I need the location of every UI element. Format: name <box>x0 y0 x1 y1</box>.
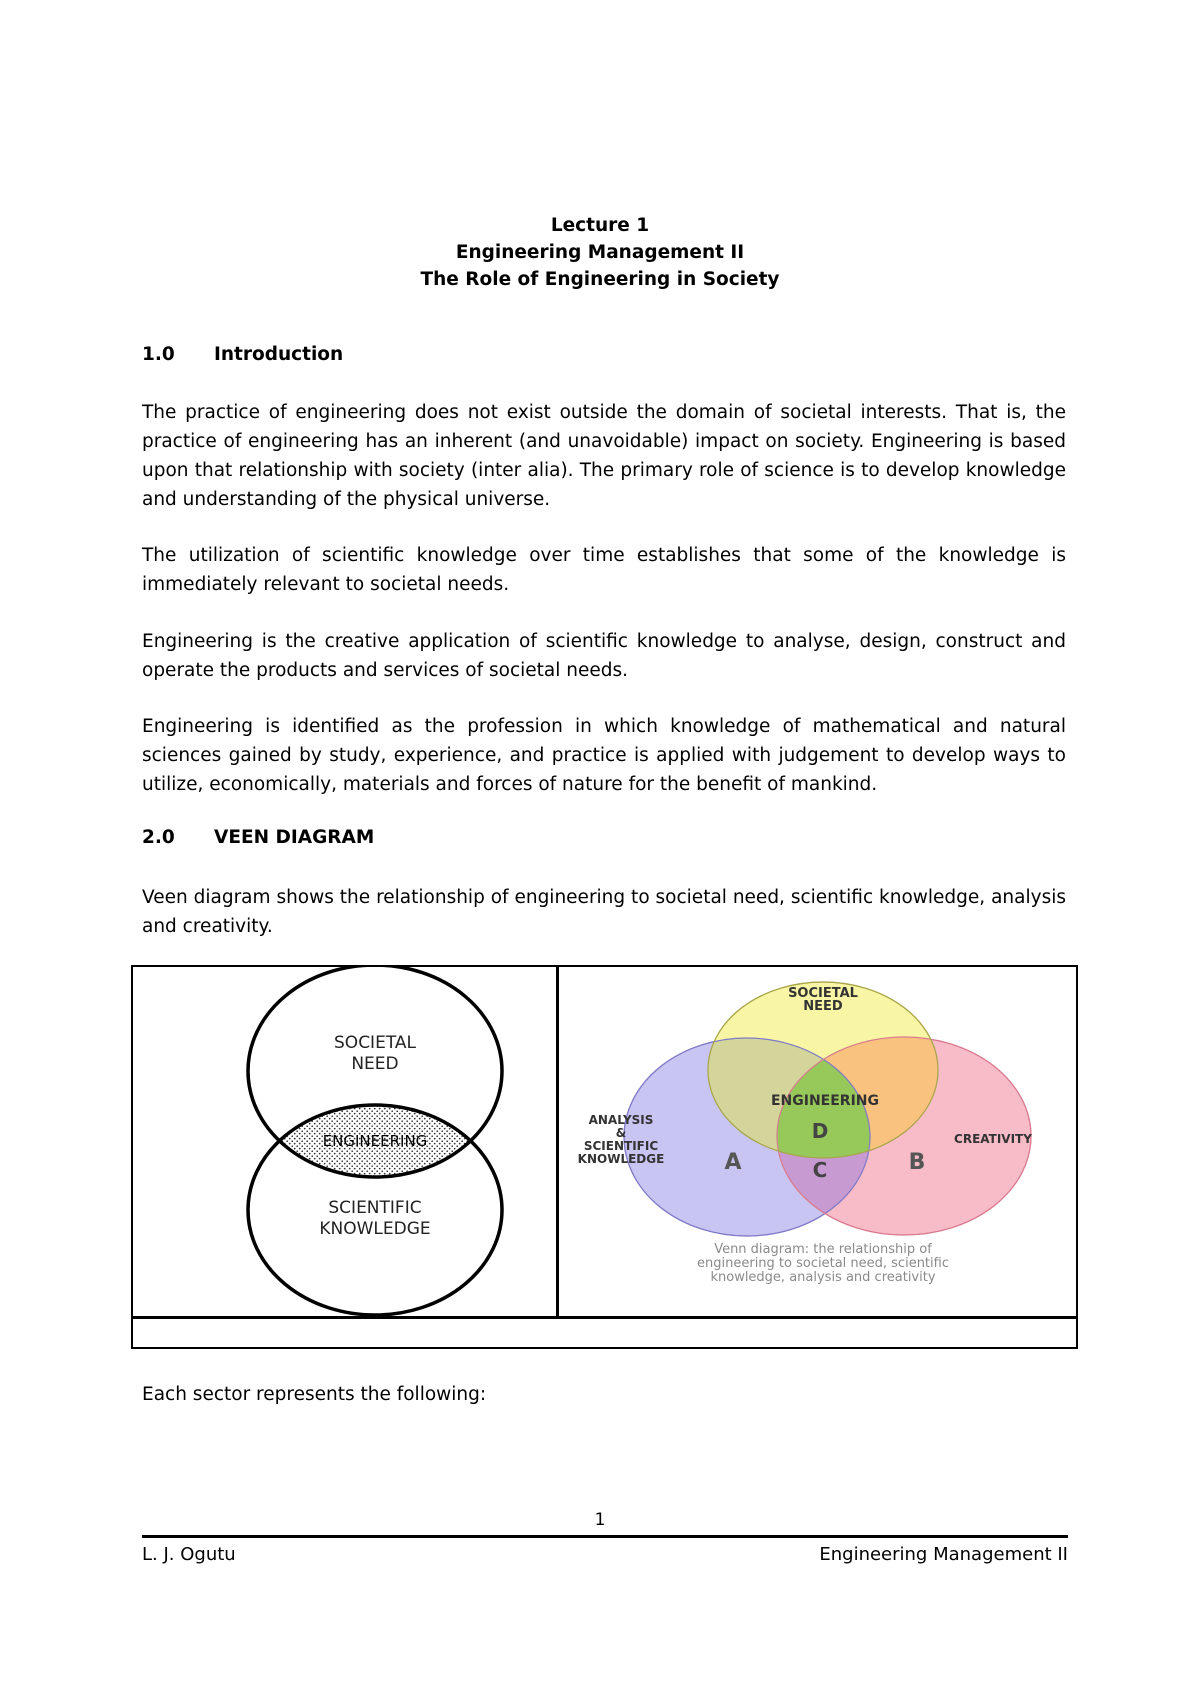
venn-intro-paragraph: Veen diagram shows the relationship of engineering to societal need, scientific knowledge, analysis and creativity. <box>142 887 1066 937</box>
engineering-center-label: ENGINEERING <box>770 1093 880 1109</box>
venn-caption-3: knowledge, analysis and creativity <box>710 1270 936 1285</box>
scientific-knowledge-label-2: KNOWLEDGE <box>319 1219 431 1239</box>
region-a-label: A <box>724 1150 742 1175</box>
course-title: Engineering Management II <box>455 242 745 263</box>
analysis-label-3: SCIENTIFIC <box>583 1139 659 1153</box>
analysis-label-4: KNOWLEDGE <box>577 1152 665 1166</box>
footer-author: L. J. Ogutu <box>142 1544 236 1565</box>
venn-caption-1: Venn diagram: the relationship of <box>714 1242 932 1257</box>
sectors-intro: Each sector represents the following: <box>142 1384 487 1405</box>
section-2-heading <box>142 827 374 848</box>
creativity-label: CREATIVITY <box>954 1132 1032 1146</box>
footer-course: Engineering Management II <box>819 1544 1068 1565</box>
footer-rule <box>142 1535 1068 1538</box>
two-circle-venn-diagram <box>131 965 556 1317</box>
venn-caption-2: engineering to societal need, scientific <box>697 1256 949 1271</box>
intro-paragraph-3: Engineering is the creative application of scientific knowledge to analyse, design, construct and operate the products and services of societal needs. <box>142 631 1066 681</box>
three-circle-venn-diagram <box>559 967 1076 1315</box>
section-2-title: VEEN DIAGRAM <box>214 827 375 848</box>
intro-paragraph-1: The practice of engineering does not exist outside the domain of societal interests. That is, the practice of engineering has an inherent (and unavoidable) impact on society. Engineering is based upon that relationship with society (inter alia). The primary role of science is to develop knowledge and understanding of the physical universe. <box>142 402 1066 510</box>
section-1-number: 1.0 <box>142 344 175 365</box>
lecture-title: The Role of Engineering in Society <box>420 269 780 290</box>
page-number: 1 <box>594 1510 606 1530</box>
societal-need-title-1: SOCIETAL <box>788 986 858 1001</box>
document-title-block <box>0 212 1200 293</box>
analysis-label-1: ANALYSIS <box>588 1113 654 1127</box>
region-c-label: C <box>812 1158 828 1182</box>
societal-need-label-2: NEED <box>351 1054 399 1074</box>
engineering-overlap-label: ENGINEERING <box>322 1132 428 1150</box>
lecture-number: Lecture 1 <box>550 215 650 236</box>
intro-paragraph-4: Engineering is identified as the profession in which knowledge of mathematical and natural sciences gained by study, experience, and practice is applied with judgement to develop ways to utilize, economically, materials and forces of nature for the benefit of mankind. <box>142 716 1066 795</box>
section-1-heading <box>142 344 343 365</box>
intro-paragraph-2: The utilization of scientific knowledge over time establishes that some of the knowledge is immediately relevant to societal needs. <box>142 545 1066 595</box>
section-2-number: 2.0 <box>142 827 175 848</box>
section-1-title: Introduction <box>214 344 344 365</box>
societal-need-label-1: SOCIETAL <box>334 1033 416 1053</box>
societal-need-title-2: NEED <box>803 999 843 1014</box>
region-d-label: D <box>811 1119 829 1143</box>
analysis-label-2: & <box>615 1126 627 1140</box>
scientific-knowledge-label-1: SCIENTIFIC <box>328 1198 422 1218</box>
region-b-label: B <box>908 1150 926 1175</box>
